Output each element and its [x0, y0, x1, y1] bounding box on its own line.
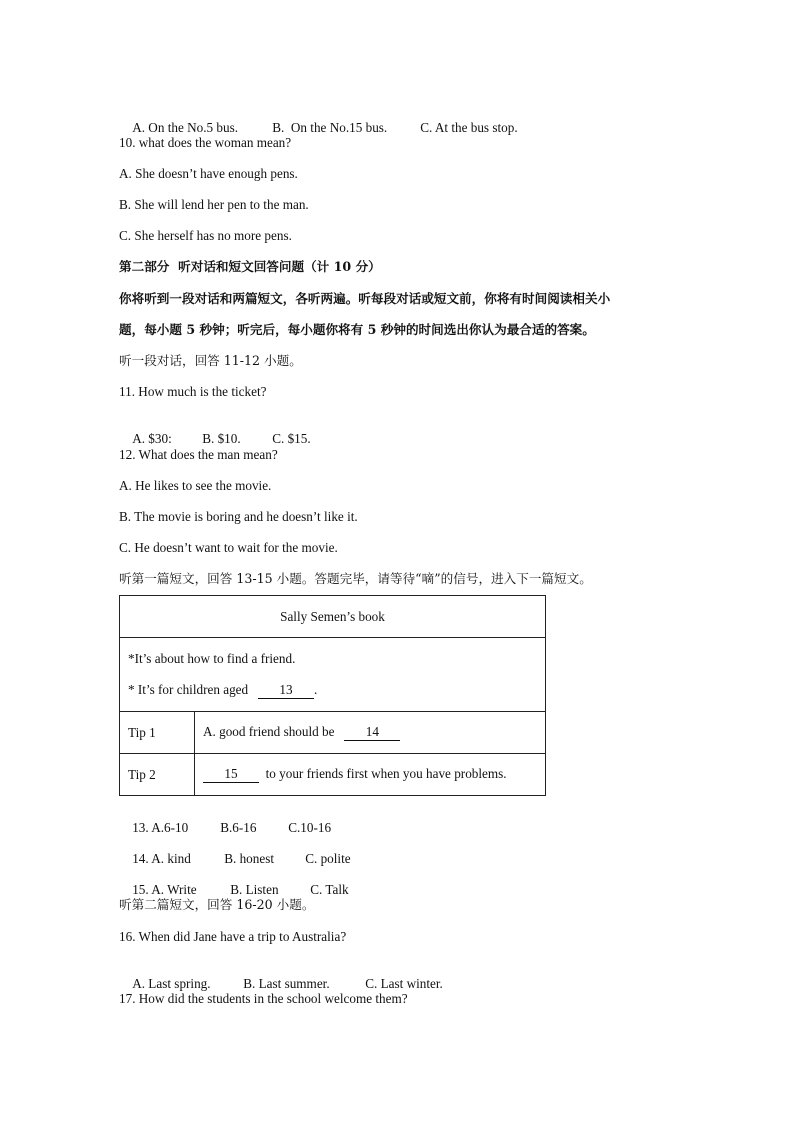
tip2-label: Tip 2 — [120, 754, 195, 796]
q10-question: 10. what does the woman mean? — [119, 135, 292, 150]
tip1-cell — [195, 712, 546, 754]
table-aged-suffix: . — [314, 681, 318, 697]
q11-option-b: B. $10. — [202, 431, 241, 446]
q15-option-a: 15. A. Write — [132, 882, 197, 897]
blank-15: 15 — [203, 766, 259, 783]
book-info-table — [119, 595, 546, 796]
part2-heading: 第二部分 听对话和短文回答问题（计 10 分） — [119, 259, 381, 274]
tip1-text: A. good friend should be — [203, 724, 335, 739]
table-aged-prefix: * It’s for children aged — [128, 681, 249, 697]
passage2-intro: 听第二篇短文，回答 16-20 小题。 — [119, 897, 315, 912]
q11-question: 11. How much is the ticket? — [119, 384, 267, 399]
passage1-intro: 听第一篇短文，回答 13-15 小题。答题完毕，请等待“嘀”的信号，进入下一篇短文。 — [119, 571, 592, 586]
q13-option-c: C.10-16 — [288, 820, 332, 835]
q10-option-a: A. She doesn’t have enough pens. — [119, 166, 298, 181]
table-title: Sally Semen’s book — [120, 596, 546, 638]
dialogue-intro: 听一段对话，回答 11-12 小题。 — [119, 353, 302, 368]
part2-instruction-line2: 题，每小题 5 秒钟；听完后，每小题你将有 5 秒钟的时间选出你认为最合适的答案。 — [119, 322, 595, 337]
q16-question: 16. When did Jane have a trip to Australia? — [119, 929, 347, 944]
tip2-cell — [195, 754, 546, 796]
q12-question: 12. What does the man mean? — [119, 447, 278, 462]
part2-instruction-line1: 你将听到一段对话和两篇短文，各听两遍。听每段对话或短文前，你将有时间阅读相关小 — [119, 291, 611, 306]
q12-option-a: A. He likes to see the movie. — [119, 478, 272, 493]
table-description-cell — [120, 638, 546, 712]
q16-option-a: A. Last spring. — [132, 976, 211, 991]
q15-option-c: C. Talk — [310, 882, 349, 897]
q10-option-b: B. She will lend her pen to the man. — [119, 197, 309, 212]
q11-option-a: A. $30: — [132, 431, 172, 446]
q13-option-a: 13. A.6-10 — [132, 820, 189, 835]
q14-option-a: 14. A. kind — [132, 851, 191, 866]
q13-option-b: B.6-16 — [220, 820, 257, 835]
q15-option-b: B. Listen — [230, 882, 279, 897]
blank-13: 13 — [258, 682, 314, 699]
q12-option-c: C. He doesn’t want to wait for the movie. — [119, 540, 338, 555]
q9-option-b: B. On the No.15 bus. — [272, 120, 388, 135]
tip1-label: Tip 1 — [120, 712, 195, 754]
q10-option-c: C. She herself has no more pens. — [119, 228, 292, 243]
q16-option-b: B. Last summer. — [243, 976, 330, 991]
blank-14: 14 — [344, 724, 400, 741]
table-aged-line — [128, 682, 537, 699]
q17-question: 17. How did the students in the school welcome them? — [119, 991, 408, 1006]
table-about: *It’s about how to find a friend. — [128, 650, 296, 666]
q12-option-b: B. The movie is boring and he doesn’t like it. — [119, 509, 358, 524]
tip2-text: to your friends first when you have problems. — [265, 766, 507, 781]
q14-option-c: C. polite — [305, 851, 351, 866]
q9-option-c: C. At the bus stop. — [420, 120, 518, 135]
q9-option-a: A. On the No.5 bus. — [132, 120, 239, 135]
q11-option-c: C. $15. — [272, 431, 311, 446]
q16-option-c: C. Last winter. — [365, 976, 443, 991]
q14-option-b: B. honest — [224, 851, 275, 866]
